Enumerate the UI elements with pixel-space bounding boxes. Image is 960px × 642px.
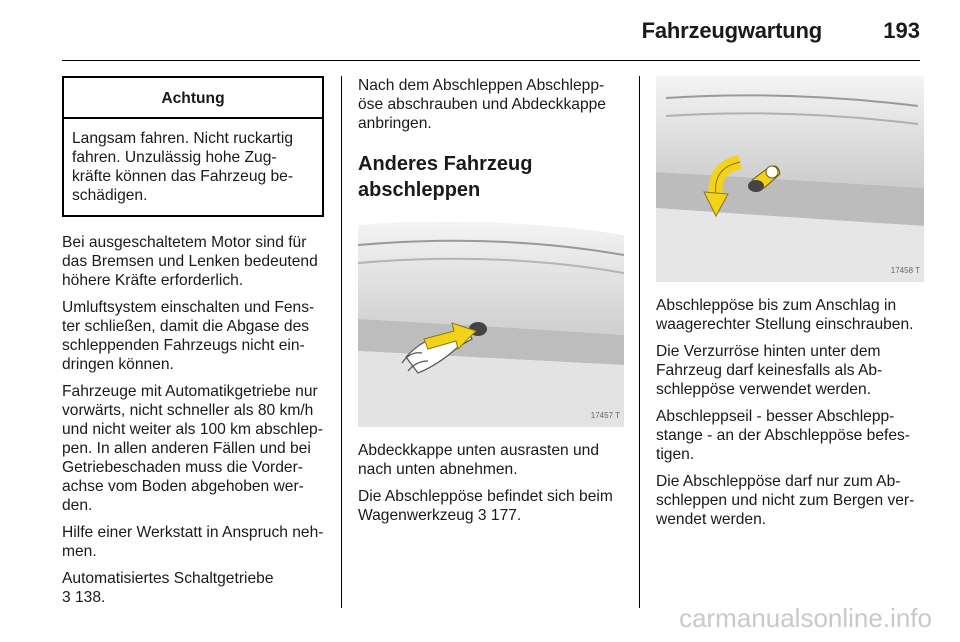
paragraph-eye-location: Die Abschleppöse befindet sich beim Wagenwerkzeug 3 177. <box>358 488 613 524</box>
paragraph-cover-detach: Abdeckkappe unten ausrasten und nach unten abnehmen. <box>358 442 600 478</box>
towing-eye-illustration <box>656 76 924 282</box>
paragraph-engine-off: Bei ausgeschaltetem Motor sind für das Bremsen und Lenken bedeutend höhere Kräfte erforderlich. <box>62 234 318 289</box>
paragraph-workshop: Hilfe einer Werkstatt in Anspruch neh-men. <box>62 524 324 560</box>
paragraph-automatic: Fahrzeuge mit Automatikgetriebe nur vorwärts, nicht schneller als 80 km/h und nicht weiter als 100 km abschlep-pen. In allen anderen Fällen und bei Getriebeschaden muss die Vorder-achse vom Boden abgehoben wer-den. <box>62 383 323 514</box>
column-1 <box>62 76 328 615</box>
figure-cover-removal <box>358 215 624 427</box>
bumper-cover-illustration <box>358 215 624 427</box>
reference-page[interactable]: 3 138. <box>62 589 106 606</box>
page-number: 193 <box>883 18 920 43</box>
paragraph-recirculation: Umluftsystem einschalten und Fens-ter schließen, damit die Abgase des schleppenden Fahrzeugs nicht ein-dringen können. <box>62 299 315 373</box>
column-divider-2 <box>639 76 640 608</box>
column-2 <box>358 76 624 533</box>
paragraph-after-towing: Nach dem Abschleppen Abschlepp-öse abschrauben und Abdeckkappe anbringen. <box>358 77 606 132</box>
warning-box <box>62 76 324 217</box>
section-heading: Anderes Fahrzeug abschleppen <box>358 153 533 201</box>
figure-screw-in-eye <box>656 76 924 282</box>
column-divider-1 <box>341 76 342 608</box>
watermark: carmanualsonline.info <box>679 603 932 633</box>
header-rule <box>62 60 920 61</box>
paragraph-screw-in: Abschleppöse bis zum Anschlag in waagerechter Stellung einschrauben. <box>656 297 914 333</box>
column-3 <box>656 76 924 537</box>
paragraph-tow-rope: Abschleppseil - besser Abschlepp-stange - an der Abschleppöse befes-tigen. <box>656 408 910 463</box>
section-title: Fahrzeugwartung <box>641 18 822 43</box>
figure-label: 17458 T <box>890 266 920 275</box>
paragraph-reference <box>62 569 328 607</box>
paragraph-towing-only: Die Abschleppöse darf nur zum Ab-schleppen und nicht zum Bergen ver-wendet werden. <box>656 473 915 528</box>
warning-text: Langsam fahren. Nicht ruckartig fahren. Unzulässig hohe Zug-kräfte können das Fahrzeug be-schädigen. <box>72 130 294 204</box>
warning-title: Achtung <box>64 78 322 119</box>
figure-label: 17457 T <box>590 411 620 420</box>
reference-text: Automatisiertes Schaltgetriebe <box>62 570 274 587</box>
paragraph-lashing-eye: Die Verzurröse hinten unter dem Fahrzeug darf keinesfalls als Ab-schleppöse verwendet werden. <box>656 343 883 398</box>
